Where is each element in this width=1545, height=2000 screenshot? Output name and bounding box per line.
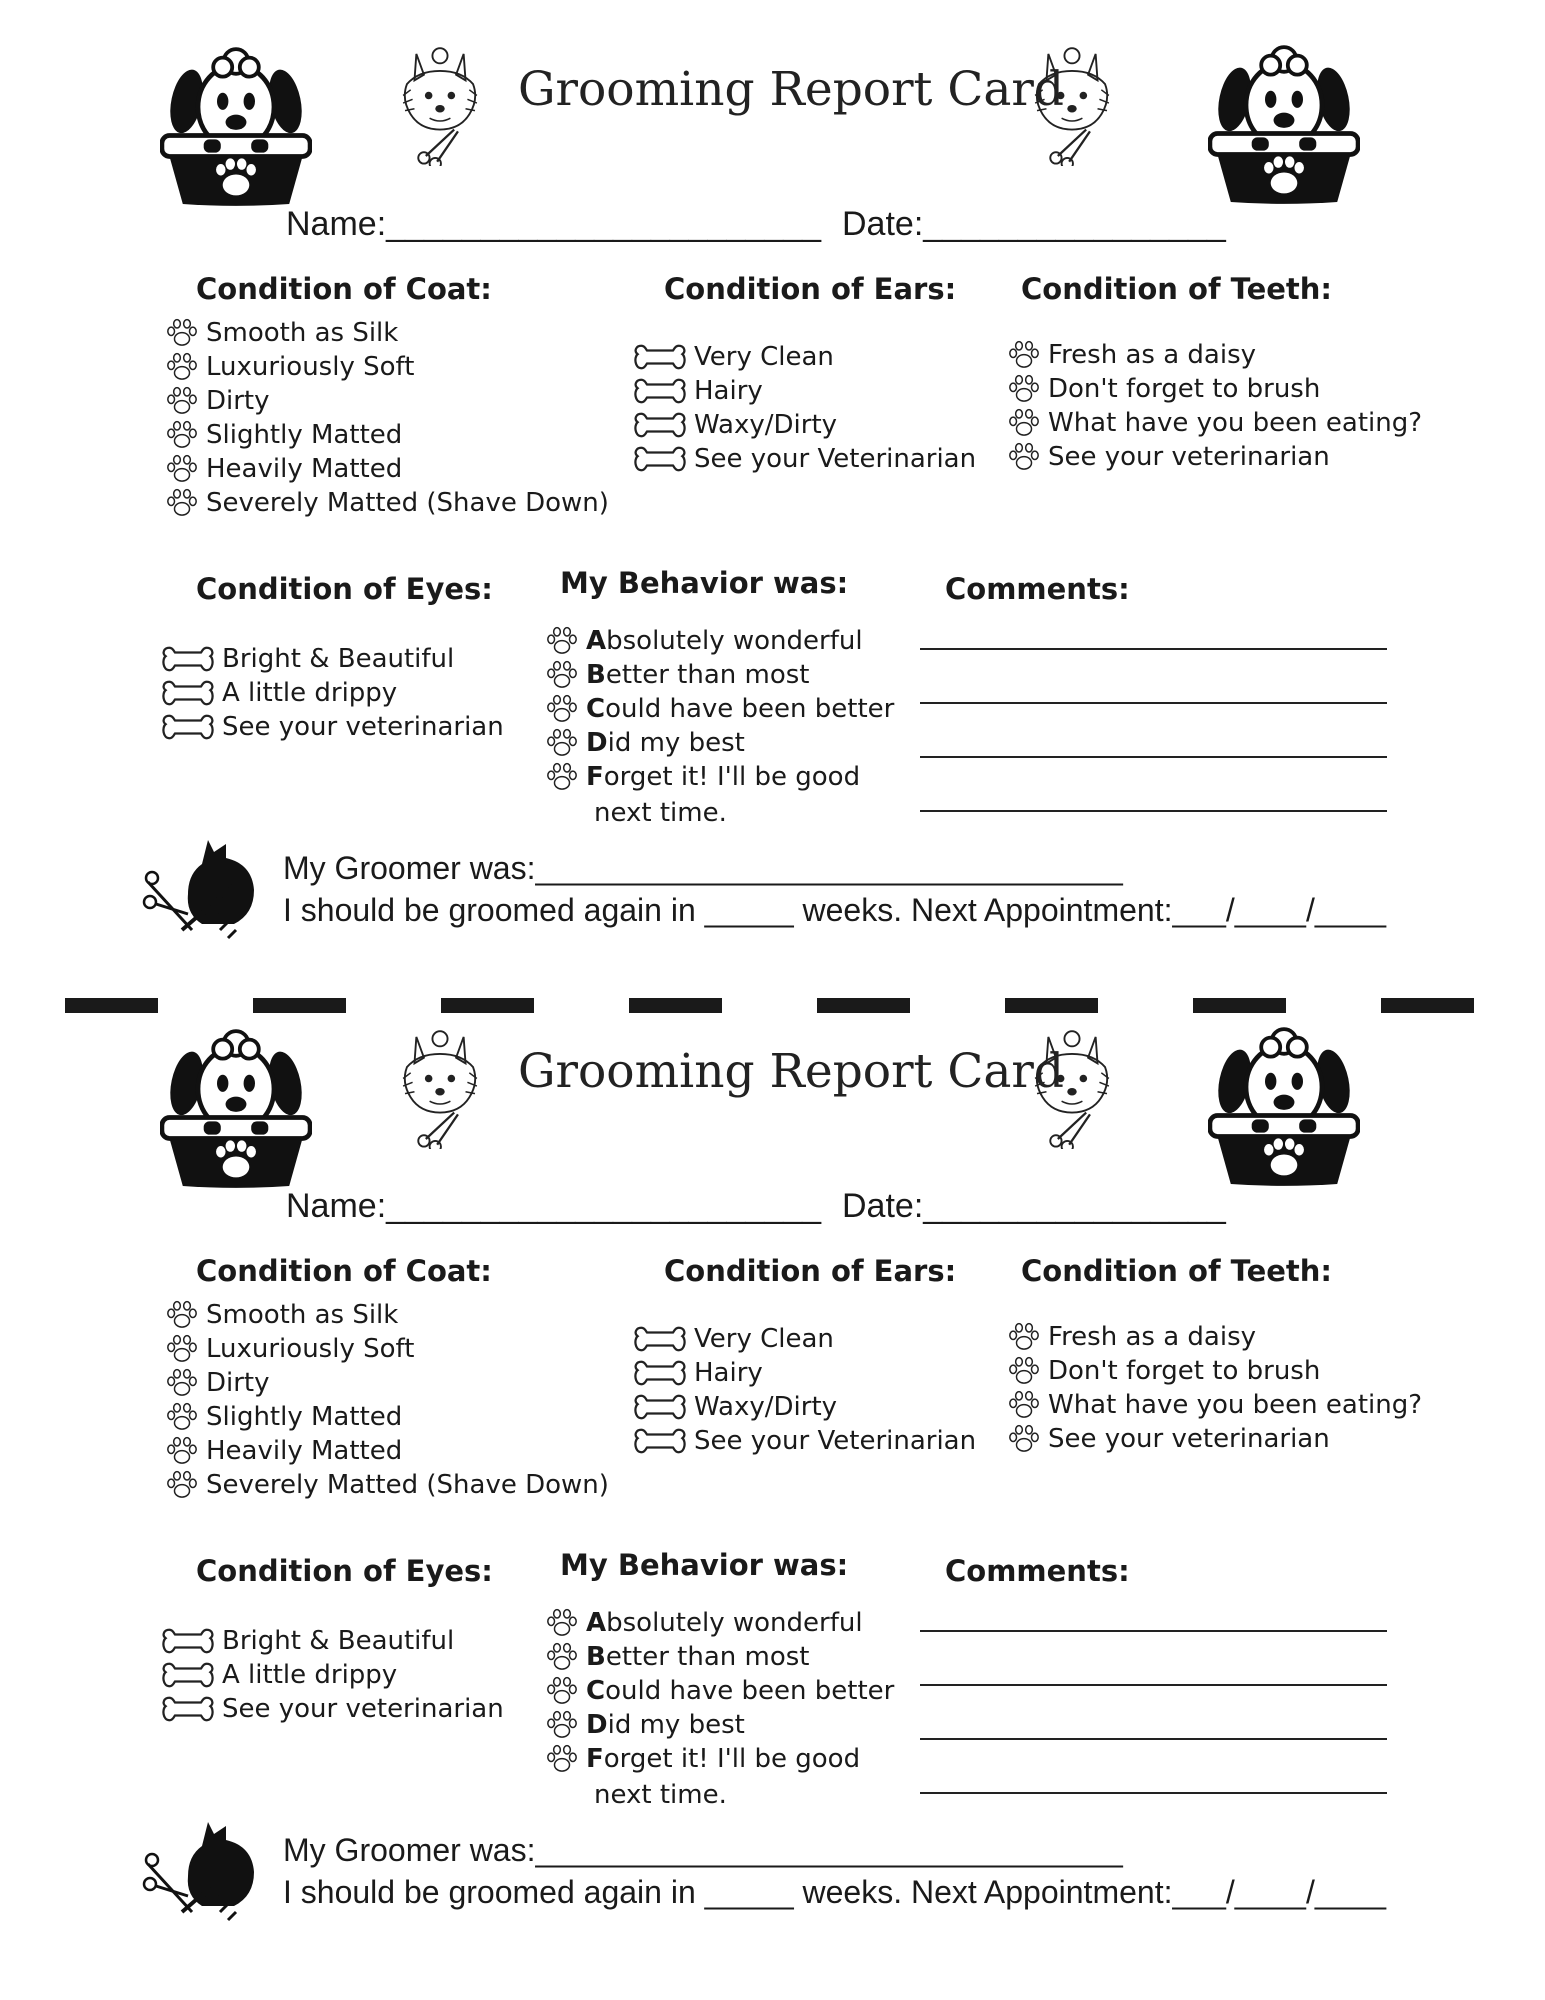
coat-option[interactable]: Luxuriously Soft xyxy=(164,1334,414,1364)
paw-icon xyxy=(544,694,580,724)
comment-line[interactable] xyxy=(920,1630,1387,1632)
bone-icon xyxy=(632,342,688,372)
eyes-option[interactable]: See your veterinarian xyxy=(160,1694,504,1724)
ears-option[interactable]: Hairy xyxy=(632,376,763,406)
bone-icon xyxy=(632,410,688,440)
paw-icon xyxy=(1006,1356,1042,1386)
bone-icon xyxy=(160,1660,216,1690)
teeth-option[interactable]: What have you been eating? xyxy=(1006,408,1422,438)
bone-icon xyxy=(632,376,688,406)
paw-icon xyxy=(544,762,580,792)
comment-line[interactable] xyxy=(920,648,1387,650)
paw-icon xyxy=(164,1368,200,1398)
eyes-option[interactable]: A little drippy xyxy=(160,1660,397,1690)
dog-in-tub-right-icon xyxy=(1208,44,1360,206)
ears-option[interactable]: Waxy/Dirty xyxy=(632,410,837,440)
paw-icon xyxy=(164,352,200,382)
behavior-option[interactable]: Could have been better xyxy=(544,1676,894,1706)
ears-option[interactable]: See your Veterinarian xyxy=(632,1426,976,1456)
bone-icon xyxy=(632,444,688,474)
page-title: Grooming Report Card xyxy=(518,62,1064,117)
paw-icon xyxy=(1006,1322,1042,1352)
teeth-option[interactable]: Don't forget to brush xyxy=(1006,1356,1320,1386)
dog-in-tub-right-icon xyxy=(1208,1026,1360,1188)
date-field[interactable]: Date:________________ xyxy=(842,1187,1226,1225)
name-field[interactable]: Name:_______________________ xyxy=(286,205,822,243)
paw-icon xyxy=(544,1642,580,1672)
paw-icon xyxy=(1006,442,1042,472)
yorkie-scissors-left-icon xyxy=(388,42,492,166)
teeth-option[interactable]: Fresh as a daisy xyxy=(1006,1322,1256,1352)
date-field[interactable]: Date:________________ xyxy=(842,205,1226,243)
eyes-heading: Condition of Eyes: xyxy=(196,1554,493,1588)
teeth-option[interactable]: What have you been eating? xyxy=(1006,1390,1422,1420)
groomer-field[interactable]: My Groomer was:_________________________________ xyxy=(283,1832,1123,1868)
coat-option[interactable]: Smooth as Silk xyxy=(164,1300,398,1330)
teeth-option[interactable]: See your veterinarian xyxy=(1006,442,1330,472)
behavior-option[interactable]: Could have been better xyxy=(544,694,894,724)
coat-option[interactable]: Slightly Matted xyxy=(164,420,402,450)
teeth-option[interactable]: Fresh as a daisy xyxy=(1006,340,1256,370)
ears-option[interactable]: Very Clean xyxy=(632,1324,834,1354)
ears-option[interactable]: Hairy xyxy=(632,1358,763,1388)
ears-option[interactable]: Very Clean xyxy=(632,342,834,372)
paw-icon xyxy=(164,488,200,518)
behavior-heading: My Behavior was: xyxy=(560,566,849,600)
page-title: Grooming Report Card xyxy=(518,1044,1064,1099)
coat-option[interactable]: Dirty xyxy=(164,386,270,416)
teeth-option[interactable]: Don't forget to brush xyxy=(1006,374,1320,404)
bone-icon xyxy=(160,1694,216,1724)
paw-icon xyxy=(544,626,580,656)
yorkie-scissors-left-icon xyxy=(388,1025,492,1149)
behavior-option[interactable]: Absolutely wonderful xyxy=(544,1608,863,1638)
dog-in-tub-left-icon xyxy=(160,46,312,208)
coat-heading: Condition of Coat: xyxy=(196,272,492,306)
behavior-option[interactable]: Better than most xyxy=(544,660,810,690)
comments-heading: Comments: xyxy=(945,572,1130,606)
behavior-continuation: next time. xyxy=(594,1780,727,1810)
coat-option[interactable]: Luxuriously Soft xyxy=(164,352,414,382)
paw-icon xyxy=(1006,1424,1042,1454)
bone-icon xyxy=(160,644,216,674)
bone-icon xyxy=(632,1324,688,1354)
ears-option[interactable]: Waxy/Dirty xyxy=(632,1392,837,1422)
coat-option[interactable]: Smooth as Silk xyxy=(164,318,398,348)
bone-icon xyxy=(160,678,216,708)
name-field[interactable]: Name:_______________________ xyxy=(286,1187,822,1225)
report-card-bottom xyxy=(0,985,1545,1970)
coat-option[interactable]: Severely Matted (Shave Down) xyxy=(164,1470,609,1500)
report-card-top xyxy=(0,0,1545,985)
eyes-option[interactable]: A little drippy xyxy=(160,678,397,708)
paw-icon xyxy=(1006,408,1042,438)
paw-icon xyxy=(1006,374,1042,404)
coat-heading: Condition of Coat: xyxy=(196,1254,492,1288)
ears-heading: Condition of Ears: xyxy=(664,1254,957,1288)
teeth-heading: Condition of Teeth: xyxy=(1021,1254,1333,1288)
next-appointment-field[interactable]: I should be groomed again in _____ weeks. Next Appointment:___/____/____ xyxy=(283,892,1387,928)
comment-line[interactable] xyxy=(920,1792,1387,1794)
groomer-dog-scissors-icon xyxy=(142,834,282,944)
behavior-option[interactable]: Did my best xyxy=(544,728,745,758)
paw-icon xyxy=(544,1676,580,1706)
comment-line[interactable] xyxy=(920,756,1387,758)
paw-icon xyxy=(164,420,200,450)
behavior-heading: My Behavior was: xyxy=(560,1548,849,1582)
paw-icon xyxy=(164,318,200,348)
paw-icon xyxy=(164,1300,200,1330)
next-appointment-field[interactable]: I should be groomed again in _____ weeks. Next Appointment:___/____/____ xyxy=(283,1874,1387,1910)
paw-icon xyxy=(164,386,200,416)
teeth-option[interactable]: See your veterinarian xyxy=(1006,1424,1330,1454)
comment-line[interactable] xyxy=(920,1738,1387,1740)
behavior-continuation: next time. xyxy=(594,798,727,828)
paw-icon xyxy=(544,1608,580,1638)
comments-heading: Comments: xyxy=(945,1554,1130,1588)
comment-line[interactable] xyxy=(920,810,1387,812)
paw-icon xyxy=(1006,1390,1042,1420)
coat-option[interactable]: Dirty xyxy=(164,1368,270,1398)
comment-line[interactable] xyxy=(920,1684,1387,1686)
behavior-option[interactable]: Better than most xyxy=(544,1642,810,1672)
behavior-option[interactable]: Forget it! I'll be good xyxy=(544,1744,860,1774)
behavior-option[interactable]: Forget it! I'll be good xyxy=(544,762,860,792)
paw-icon xyxy=(544,1744,580,1774)
coat-option[interactable]: Heavily Matted xyxy=(164,1436,402,1466)
paw-icon xyxy=(544,660,580,690)
bone-icon xyxy=(632,1392,688,1422)
paw-icon xyxy=(164,1334,200,1364)
eyes-option[interactable]: Bright & Beautiful xyxy=(160,1626,454,1656)
dog-in-tub-left-icon xyxy=(160,1028,312,1190)
eyes-option[interactable]: See your veterinarian xyxy=(160,712,504,742)
coat-option[interactable]: Heavily Matted xyxy=(164,454,402,484)
paw-icon xyxy=(544,1710,580,1740)
ears-heading: Condition of Ears: xyxy=(664,272,957,306)
behavior-option[interactable]: Did my best xyxy=(544,1710,745,1740)
teeth-heading: Condition of Teeth: xyxy=(1021,272,1333,306)
paw-icon xyxy=(164,1402,200,1432)
groomer-field[interactable]: My Groomer was:_________________________________ xyxy=(283,850,1123,886)
ears-option[interactable]: See your Veterinarian xyxy=(632,444,976,474)
paw-icon xyxy=(1006,340,1042,370)
paw-icon xyxy=(544,728,580,758)
bone-icon xyxy=(160,1626,216,1656)
behavior-option[interactable]: Absolutely wonderful xyxy=(544,626,863,656)
bone-icon xyxy=(160,712,216,742)
groomer-dog-scissors-icon xyxy=(142,1816,282,1926)
paw-icon xyxy=(164,454,200,484)
paw-icon xyxy=(164,1436,200,1466)
paw-icon xyxy=(164,1470,200,1500)
eyes-heading: Condition of Eyes: xyxy=(196,572,493,606)
comment-line[interactable] xyxy=(920,702,1387,704)
coat-option[interactable]: Slightly Matted xyxy=(164,1402,402,1432)
bone-icon xyxy=(632,1426,688,1456)
eyes-option[interactable]: Bright & Beautiful xyxy=(160,644,454,674)
bone-icon xyxy=(632,1358,688,1388)
coat-option[interactable]: Severely Matted (Shave Down) xyxy=(164,488,609,518)
